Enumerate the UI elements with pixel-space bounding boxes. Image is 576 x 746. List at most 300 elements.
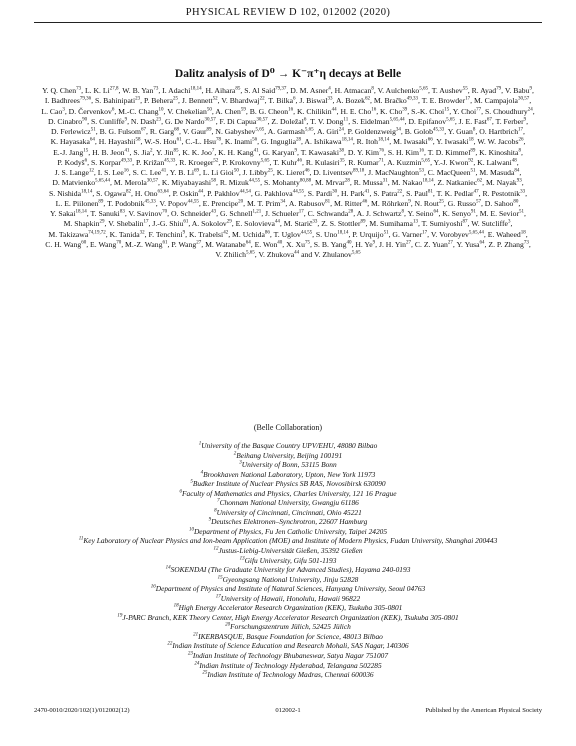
affiliation-number: 19 <box>117 613 123 619</box>
author-name: I. Badhrees$^{79,36}$, <box>44 96 94 106</box>
author-affiliation-marker: 30,57 <box>204 117 216 123</box>
author-name-text: T. K. Pedlar <box>436 188 474 198</box>
author-affiliation-marker: 18,14 <box>422 178 434 184</box>
author-name-text: S. Ogawa <box>96 188 127 198</box>
affiliation-number: 24 <box>194 661 200 667</box>
author-affiliation-marker: 44 <box>294 250 300 256</box>
affiliation-text: Indian Institute of Technology Bhubaneswar, Satya Nagar 751007 <box>192 651 389 661</box>
author-name: T. Kuhr$^{46}$, <box>273 157 304 167</box>
author-name-text: A. Kuzmin <box>387 157 422 167</box>
affiliation-entry <box>40 517 536 527</box>
author-name-text: V. Zhulanov <box>314 250 352 259</box>
author-name-text: K. H. Kang <box>218 147 254 157</box>
affiliation-entry <box>40 527 536 537</box>
affiliation-entry <box>40 641 536 651</box>
author-affiliation-marker: 49,33 <box>120 158 133 164</box>
author-name: W.-S. Hou$^{61}$, <box>144 137 184 147</box>
author-name-text: S. Korpar <box>91 157 121 167</box>
author-name: H. B. Jeon$^{41}$, <box>92 147 132 157</box>
author-affiliation-marker: 3 <box>507 219 511 225</box>
author-affiliation-marker: 25 <box>438 199 444 205</box>
author-affiliation-marker: 13 <box>412 219 418 225</box>
author-affiliation-marker: 33 <box>520 188 526 194</box>
author-affiliation-marker: 28 <box>348 209 354 215</box>
author-affiliation-marker: 18,14 <box>341 137 353 143</box>
author-affiliation-marker: 22 <box>259 96 265 102</box>
author-affiliation-marker: 75 <box>304 240 310 246</box>
author-name: M.-Z. Wang$^{61}$, <box>125 239 170 249</box>
author-name-text: M. Nakao <box>391 178 423 188</box>
author-affiliation-marker: 58 <box>135 137 141 143</box>
author-name: E. Won$^{40}$, <box>254 239 285 249</box>
author-name-text: M. Mrvar <box>314 178 345 188</box>
author-affiliation-marker: 9 <box>182 229 186 235</box>
author-affiliation-marker: 17 <box>465 96 471 102</box>
author-name-text: J. H. Yin <box>378 239 407 249</box>
affiliation-text: Gyeongsang National University, Jinju 52828 <box>222 574 359 584</box>
author-name: D. Červenkov$^6$, <box>68 106 117 116</box>
author-affiliation-marker: 9 <box>408 199 411 205</box>
author-name-text: S. Bahinipati <box>94 96 136 106</box>
author-affiliation-marker: 62 <box>477 178 483 184</box>
author-name: S. Eidelman$^{5,65,44}$, <box>352 116 407 126</box>
author-name: S. B. Yang$^{40}$, <box>313 239 354 249</box>
author-name-text: J.-G. Shiu <box>152 219 184 229</box>
author-name: T. Uglov$^{44,55}$, <box>273 229 314 239</box>
author-name: L. K. Li$^{27,8}$, <box>84 86 121 95</box>
author-name: J. Bennett$^{52}$, <box>181 96 220 106</box>
author-name: V. Aulchenko$^{5,65}$, <box>377 86 430 95</box>
affiliation-text: Gifu University, Gifu 501-1193 <box>244 555 337 565</box>
author-affiliation-marker: 50 <box>206 106 212 112</box>
affiliation-entry <box>40 622 536 632</box>
author-name: V. Vorobyev$^{5,65,44}$, <box>430 229 486 239</box>
author-name-text: K. Lieret <box>276 168 305 177</box>
author-name: M. Ritter$^{46}$, <box>334 198 370 208</box>
author-name: P. Behera$^{25}$, <box>143 96 180 106</box>
author-affiliation-marker: 39 <box>402 106 408 112</box>
author-name: Y. Sakai$^{18,14}$, <box>50 209 89 218</box>
author-name: J.-G. Shiu$^{61}$, <box>152 219 191 229</box>
author-name-text: Y. B. Li <box>169 168 195 177</box>
author-name: M. Takizawa$^{74,19,72}$, <box>48 229 108 239</box>
author-name: W. W. Jacobs$^{26}$, <box>477 137 526 147</box>
author-name: S. C. Lee$^{41}$, <box>132 168 169 177</box>
author-name: T. Kawasaki$^{38}$, <box>300 147 346 157</box>
author-affiliation-marker: 50 <box>233 168 239 174</box>
author-affiliation-marker: 18,14 <box>81 188 93 194</box>
author-name-text: O. Hartbrich <box>479 127 519 136</box>
author-affiliation-marker: 44,54 <box>239 188 251 194</box>
author-name-text: H. Park <box>340 188 365 198</box>
author-name: Y. Guan$^8$, <box>447 127 478 136</box>
author-affiliation-marker: 17 <box>518 127 524 133</box>
author-affiliation-marker: 59 <box>240 106 246 112</box>
author-affiliation-marker: 80,88 <box>299 178 312 184</box>
affiliation-number: 7 <box>217 498 220 504</box>
author-name: T. Aushev$^{55}$, <box>431 86 470 95</box>
author-name-text: D. M. Asner <box>290 86 329 95</box>
author-name-text: K. Hayasaka <box>50 137 90 147</box>
author-affiliation-marker: 5,65 <box>419 86 429 92</box>
author-name-text: M. Merola <box>113 178 147 188</box>
author-name: Y.-J. Kwon$^{92}$, <box>433 157 476 167</box>
author-name: M. Mrvar$^{28}$, <box>314 178 352 188</box>
author-name-text: I. Badhrees <box>44 96 80 106</box>
author-name-text: S. C. Lee <box>132 168 162 177</box>
author-name: V. Zhilich$^{5,65}$, <box>215 250 257 259</box>
affiliation-text: University of Hawaii, Honolulu, Hawaii 96822 <box>220 593 361 603</box>
author-name-text: P. Behera <box>143 96 174 106</box>
author-name: D. M. Asner$^4$, <box>290 86 333 95</box>
affiliation-entry <box>40 470 536 480</box>
author-affiliation-marker: 85 <box>173 147 179 153</box>
author-name: S. Al Said$^{79,37}$, <box>244 86 289 95</box>
author-name: M. Iwasaki$^{66}$, <box>393 137 435 147</box>
author-affiliation-marker: 5,65,44 <box>389 117 405 123</box>
author-name: Z. S. Stottler$^{89}$, <box>321 219 368 229</box>
author-name-text: T. V. Dong <box>310 116 344 126</box>
author-affiliation-marker: 7 <box>211 147 215 153</box>
author-name: O. Hartbrich$^{17}$, <box>479 127 525 136</box>
author-name: P. Goldenzweig$^{34}$, <box>347 127 403 136</box>
author-name-text: E.-J. Jang <box>53 147 84 157</box>
author-name-text: E. Solovieva <box>235 219 275 229</box>
author-affiliation-marker: 27,8 <box>109 86 119 92</box>
author-name: S. Choudhury$^{24}$, <box>484 106 535 116</box>
author-name-text: G. Pakhlova <box>254 188 293 198</box>
author-affiliation-marker: 5,65 <box>255 127 265 133</box>
affiliation-text: Justus-Liebig-Universität Gießen, 35392 Gießen <box>218 546 363 556</box>
author-name-text: M. Shapkin <box>63 219 100 229</box>
author-name: T. K. Pedlar$^{47}$, <box>436 188 481 198</box>
author-affiliation-marker: 5,65 <box>421 158 431 164</box>
author-name-text: S. Mohanty <box>263 178 300 188</box>
author-affiliation-marker: 73 <box>153 86 159 92</box>
author-name-text: M.-C. Chang <box>118 106 159 116</box>
author-affiliation-marker: 89 <box>206 127 212 133</box>
author-affiliation-marker: 23 <box>156 117 162 123</box>
author-name-text: E. Wang <box>90 239 117 249</box>
author-name: Z. Natkaniec$^{62}$, <box>437 178 485 188</box>
author-name-text: M. Nayak <box>485 178 517 188</box>
author-affiliation-marker: 70 <box>162 209 168 215</box>
author-name: G. Varner$^{17}$, <box>392 229 430 239</box>
author-name-text: S. Uno <box>315 229 338 239</box>
author-name: X. Xu$^{75}$, <box>286 239 312 249</box>
author-name-text: M. E. Sevior <box>479 209 520 218</box>
author-affiliation-marker: 61 <box>162 240 168 246</box>
author-name: A. Chen$^{59}$, <box>215 106 248 116</box>
author-name: Y. Q. Chen$^{73}$, <box>42 86 84 95</box>
author-affiliation-marker: 49,33 <box>406 96 418 102</box>
author-name: M.-C. Chang$^{10}$, <box>118 106 166 116</box>
author-affiliation-marker: 71 <box>378 158 384 164</box>
affiliation-number: 22 <box>167 642 173 648</box>
author-affiliation-marker: 2 <box>150 147 153 153</box>
author-name-text: K. Cho <box>380 106 403 116</box>
affiliation-text: Chonnam National University, Gwangju 61186 <box>219 498 359 508</box>
author-name-text: G. De Nardo <box>164 116 205 126</box>
affiliation-entry <box>40 489 536 499</box>
author-affiliation-marker: 58 <box>210 178 216 184</box>
author-name-text: K. Chilikin <box>296 106 332 116</box>
author-name-text: D. Epifanov <box>408 116 447 126</box>
author-affiliation-marker: 9 <box>523 117 527 123</box>
affiliation-text: Indian Institute of Technology Hyderabad, Telangana 502285 <box>199 660 382 670</box>
author-name: I. Adachi$^{18,14}$, <box>162 86 204 95</box>
author-name: H. Park$^{41}$, <box>340 188 372 198</box>
author-name-text: D. Matvienko <box>52 178 96 188</box>
author-name: S. Paul$^{81}$, <box>406 188 435 198</box>
author-name: R. Ayad$^{79}$, <box>471 86 504 95</box>
author-name-text: D. Y. Kim <box>347 147 380 157</box>
author-name-text: D. Liventsev <box>313 168 354 177</box>
author-affiliation-marker: 17 <box>298 209 304 215</box>
author-name: A. Sokolov$^{29}$, <box>191 219 234 229</box>
author-name: A. Ishikawa$^{18,14}$, <box>304 137 355 147</box>
author-name-text: R. Mizuk <box>219 178 249 188</box>
author-name: D. Y. Kim$^{76}$, <box>347 147 386 157</box>
author-affiliation-marker: 27 <box>196 240 202 246</box>
author-name-text: Z. P. Zhang <box>488 239 524 249</box>
author-name: J. E. Fast$^{67}$, <box>458 116 494 126</box>
author-name: S. Bahinipati$^{23}$, <box>94 96 143 106</box>
author-name-text: B. Golob <box>404 127 433 136</box>
author-affiliation-marker: 64 <box>433 209 439 215</box>
author-affiliation-marker: 93 <box>516 178 522 184</box>
author-affiliation-marker: 28 <box>344 178 350 184</box>
affiliation-entry <box>40 670 536 680</box>
author-name: K. H. Kang$^{41}$, <box>218 147 261 157</box>
author-name: S. Pardi$^{30}$, <box>307 188 340 198</box>
author-name-text: V. Aulchenko <box>377 86 420 95</box>
author-name: V. Zhukova$^{44}$ and <box>258 250 313 259</box>
author-affiliation-marker: 81 <box>325 199 331 205</box>
author-affiliation-marker: 68 <box>174 127 180 133</box>
author-affiliation-marker: 64 <box>245 240 251 246</box>
author-name-text: T. Aushev <box>431 86 463 95</box>
affiliation-entry <box>40 556 536 566</box>
author-affiliation-marker: 26 <box>518 137 524 143</box>
author-name: T. D. Kimmel$^{89}$, <box>427 147 478 157</box>
author-affiliation-marker: 44,55 <box>300 229 313 235</box>
author-affiliation-marker: 5,65 <box>245 250 255 256</box>
affiliation-text: Brookhaven National Laboratory, Upton, New York 11973 <box>203 469 376 479</box>
affiliation-text: Budker Institute of Nuclear Physics SB RAS, Novosibirsk 630090 <box>192 479 386 489</box>
author-affiliation-marker: 6 <box>292 96 296 102</box>
author-name: S. Mohanty$^{80,88}$, <box>263 178 314 188</box>
author-name-text: M. Iwasaki <box>393 137 428 147</box>
author-name: M. E. Sevior$^{51}$, <box>479 209 526 218</box>
author-name-text: I. Adachi <box>162 86 191 95</box>
author-name: D. Sahoo$^{80}$, <box>484 198 521 208</box>
author-name: K. Chilikin$^{44}$, <box>296 106 339 116</box>
affiliation-number: 3 <box>239 460 242 466</box>
author-name: R. Itoh$^{18,14}$, <box>356 137 392 147</box>
author-name-text: M. Watanabe <box>205 239 246 249</box>
author-name: D. Matvienko$^{5,65,44}$, <box>52 178 112 188</box>
author-name-text: R. Garg <box>149 127 175 136</box>
author-name-text: C. MacQueen <box>427 168 471 177</box>
author-name-text: J. E. Fast <box>458 116 487 126</box>
author-name-text: V. Bhardwaj <box>221 96 260 106</box>
author-name-text: A. Garmash <box>267 127 305 136</box>
author-name: O. Schneider$^{43}$, <box>170 209 219 218</box>
author-name-text: W. B. Yan <box>122 86 154 95</box>
author-affiliation-marker: 67 <box>486 117 492 123</box>
author-affiliation-marker: 62 <box>365 96 370 102</box>
author-name-text: T. Kuhr <box>273 157 297 167</box>
author-name: I. S. Lee$^{16}$, <box>97 168 131 177</box>
author-name-text: Y. Choi <box>452 106 477 116</box>
author-affiliation-marker: 9 <box>124 117 128 123</box>
author-affiliation-marker: 18,14 <box>378 137 390 143</box>
author-name-text: N. Rout <box>414 198 439 208</box>
affiliation-text: J-PARC Branch, KEK Theory Center, High Energy Accelerator Research Organization (KEK), Tsukuba 305-0801 <box>122 612 459 622</box>
author-affiliation-marker: 25 <box>267 168 273 174</box>
author-name: C. H. Wang$^{60}$, <box>45 239 89 249</box>
affiliation-number: 10 <box>188 527 194 533</box>
author-name-text: A. Rabusov <box>288 198 326 208</box>
author-name: Y. Iwasaki$^{18}$, <box>436 137 476 147</box>
author-affiliation-marker: 18,14 <box>190 86 202 92</box>
author-name-text: V. Savinov <box>128 209 163 218</box>
affiliation-text: Key Laboratory of Nuclear Physics and Ion-beam Application (MOE) and Institute of Modern Physics, Fudan University, Shanghai 200443 <box>83 536 498 546</box>
author-name: P. Kodyš$^6$, <box>57 157 90 167</box>
author-affiliation-marker: 5,65 <box>351 250 361 256</box>
author-name-text: F. Di Capua <box>219 116 257 126</box>
author-name: T. Bilka$^6$, <box>268 96 298 106</box>
author-name-text: K. Trabelsi <box>189 229 224 239</box>
author-affiliation-marker: 30,57 <box>517 96 530 102</box>
affiliation-number: 2 <box>233 451 237 457</box>
author-affiliation-marker: 9 <box>294 147 297 153</box>
affiliation-text: University of Cincinnati, Cincinnati, Ohio 45221 <box>216 507 362 517</box>
author-name-text: Y. Jin <box>156 147 174 157</box>
author-name-text: K. Miyabayashi <box>161 178 211 188</box>
author-affiliation-marker: 31 <box>382 178 388 184</box>
author-name-text: L. K. Li <box>84 86 110 95</box>
affiliation-number: 18 <box>173 603 179 609</box>
author-name: A. Giri$^{24}$, <box>317 127 346 136</box>
author-affiliation-marker: 5,65 <box>260 158 270 164</box>
author-name-text: Y. Yusa <box>456 239 480 249</box>
author-name-text: S. Jia <box>133 147 151 157</box>
author-name: W. B. Yan$^{73}$, <box>122 86 161 95</box>
author-name: T. Sanuki$^{83}$, <box>90 209 127 218</box>
author-name: J. Schueler$^{17}$, <box>265 209 306 218</box>
author-name-text: N. Dash <box>130 116 157 126</box>
author-affiliation-marker: 60 <box>81 240 87 246</box>
author-name-text: G. Inguglia <box>260 137 296 147</box>
author-name: B. Golob$^{45,33}$, <box>404 127 447 136</box>
affiliation-entry <box>40 613 536 623</box>
affiliation-text: Indian Institute of Science Education and Research Mohali, SAS Nagar, 140306 <box>172 641 409 651</box>
author-name-text: V. Chekelian <box>167 106 207 116</box>
author-affiliation-marker: 24 <box>338 127 344 133</box>
author-name: P. Krokovny$^{5,65}$, <box>222 157 272 167</box>
author-name: G. Schnell$^{1,21}$, <box>219 209 264 218</box>
author-affiliation-marker: 30 <box>332 188 338 194</box>
author-affiliation-marker: 51 <box>519 209 525 215</box>
author-affiliation-marker: 40 <box>277 240 283 246</box>
author-name: J. Biswal$^{33}$, <box>299 96 335 106</box>
author-affiliation-marker: 6 <box>111 106 115 112</box>
affiliation-entry <box>40 536 536 546</box>
author-name-text: M. Bračko <box>373 96 407 106</box>
author-affiliation-marker: 44,55 <box>292 188 304 194</box>
affiliation-number: 8 <box>214 508 217 514</box>
author-name: N. Rout$^{25}$, <box>414 198 446 208</box>
author-affiliation-marker: 53 <box>418 168 424 174</box>
author-affiliation-marker: 29 <box>226 219 232 225</box>
author-name-text: A. Giri <box>317 127 339 136</box>
author-name: B. G. Fulsom$^{67}$, <box>99 127 148 136</box>
author-affiliation-marker: 18,14 <box>337 229 349 235</box>
author-name-text: M.-Z. Wang <box>125 239 163 249</box>
author-affiliation-marker: 78 <box>215 137 221 143</box>
author-affiliation-marker: 27 <box>406 240 412 246</box>
author-name-text: H. E. Cho <box>340 106 372 116</box>
author-name-text: I. S. Lee <box>97 168 124 177</box>
author-name-text: R. Pestotnik <box>482 188 521 198</box>
author-name-text: A. Sokolov <box>191 219 227 229</box>
author-affiliation-marker: 41 <box>161 168 167 174</box>
author-affiliation-marker: 76 <box>379 147 385 153</box>
author-name: K. Tanida$^{32}$, <box>109 229 147 239</box>
author-name: L. Li Gioi$^{50}$, <box>202 168 241 177</box>
author-affiliation-marker: 64 <box>479 240 485 246</box>
author-name-text: M. Uchida <box>232 229 265 239</box>
author-affiliation-marker: 6 <box>84 158 88 164</box>
affiliation-number: 4 <box>200 470 204 476</box>
affiliation-text: University of Bonn, 53115 Bonn <box>241 460 337 470</box>
author-affiliation-marker: 44 <box>198 188 204 194</box>
author-name-text: S. B. Yang <box>313 239 347 249</box>
author-affiliation-marker: 6 <box>303 117 307 123</box>
author-name-text: H. Aihara <box>205 86 236 95</box>
author-name-text: V. Babu <box>504 86 530 95</box>
author-affiliation-marker: 89,18 <box>353 168 365 174</box>
author-name-text: C. Z. Yuan <box>414 239 448 249</box>
author-name-text: M. Masuda <box>479 168 515 177</box>
author-name: A. Garmash$^{5,65}$, <box>267 127 316 136</box>
author-name-text: V. Zhilich <box>215 250 246 259</box>
author-name: R. Kulasiri$^{35}$, <box>305 157 347 167</box>
author-name: K. Trabelsi$^{42}$, <box>189 229 231 239</box>
author-name-text: M. T. Prim <box>246 198 281 208</box>
author-affiliation-marker: 3 <box>62 106 65 112</box>
author-affiliation-marker: 10 <box>158 106 164 112</box>
author-affiliation-marker: 79,37 <box>275 86 287 92</box>
author-name: S. Uno$^{18,14}$, <box>315 229 351 239</box>
author-name: E. Prencipe$^{20}$, <box>202 198 246 208</box>
author-affiliation-marker: 34 <box>395 127 401 133</box>
author-name-text: W. W. Jacobs <box>477 137 519 147</box>
header-rule <box>34 22 542 23</box>
author-name: M. Bračko$^{49,33}$, <box>373 96 420 106</box>
affiliation-text: Faculty of Mathematics and Physics, Charles University, 121 16 Prague <box>181 488 397 498</box>
footer-doi-code: 2470-0010/2020/102(1)/012002(12) <box>34 707 130 714</box>
author-affiliation-marker: 5,65 <box>446 117 455 123</box>
author-name: Z. P. Zhang$^{73}$, <box>488 239 531 249</box>
author-name-text: A. Bozek <box>335 96 365 106</box>
author-affiliation-marker: 45,33 <box>164 158 176 164</box>
author-affiliation-marker: 82 <box>126 188 132 194</box>
author-name: F. Di Capua$^{30,57}$, <box>219 116 270 126</box>
author-affiliation-marker: 5,65,44 <box>468 229 484 235</box>
